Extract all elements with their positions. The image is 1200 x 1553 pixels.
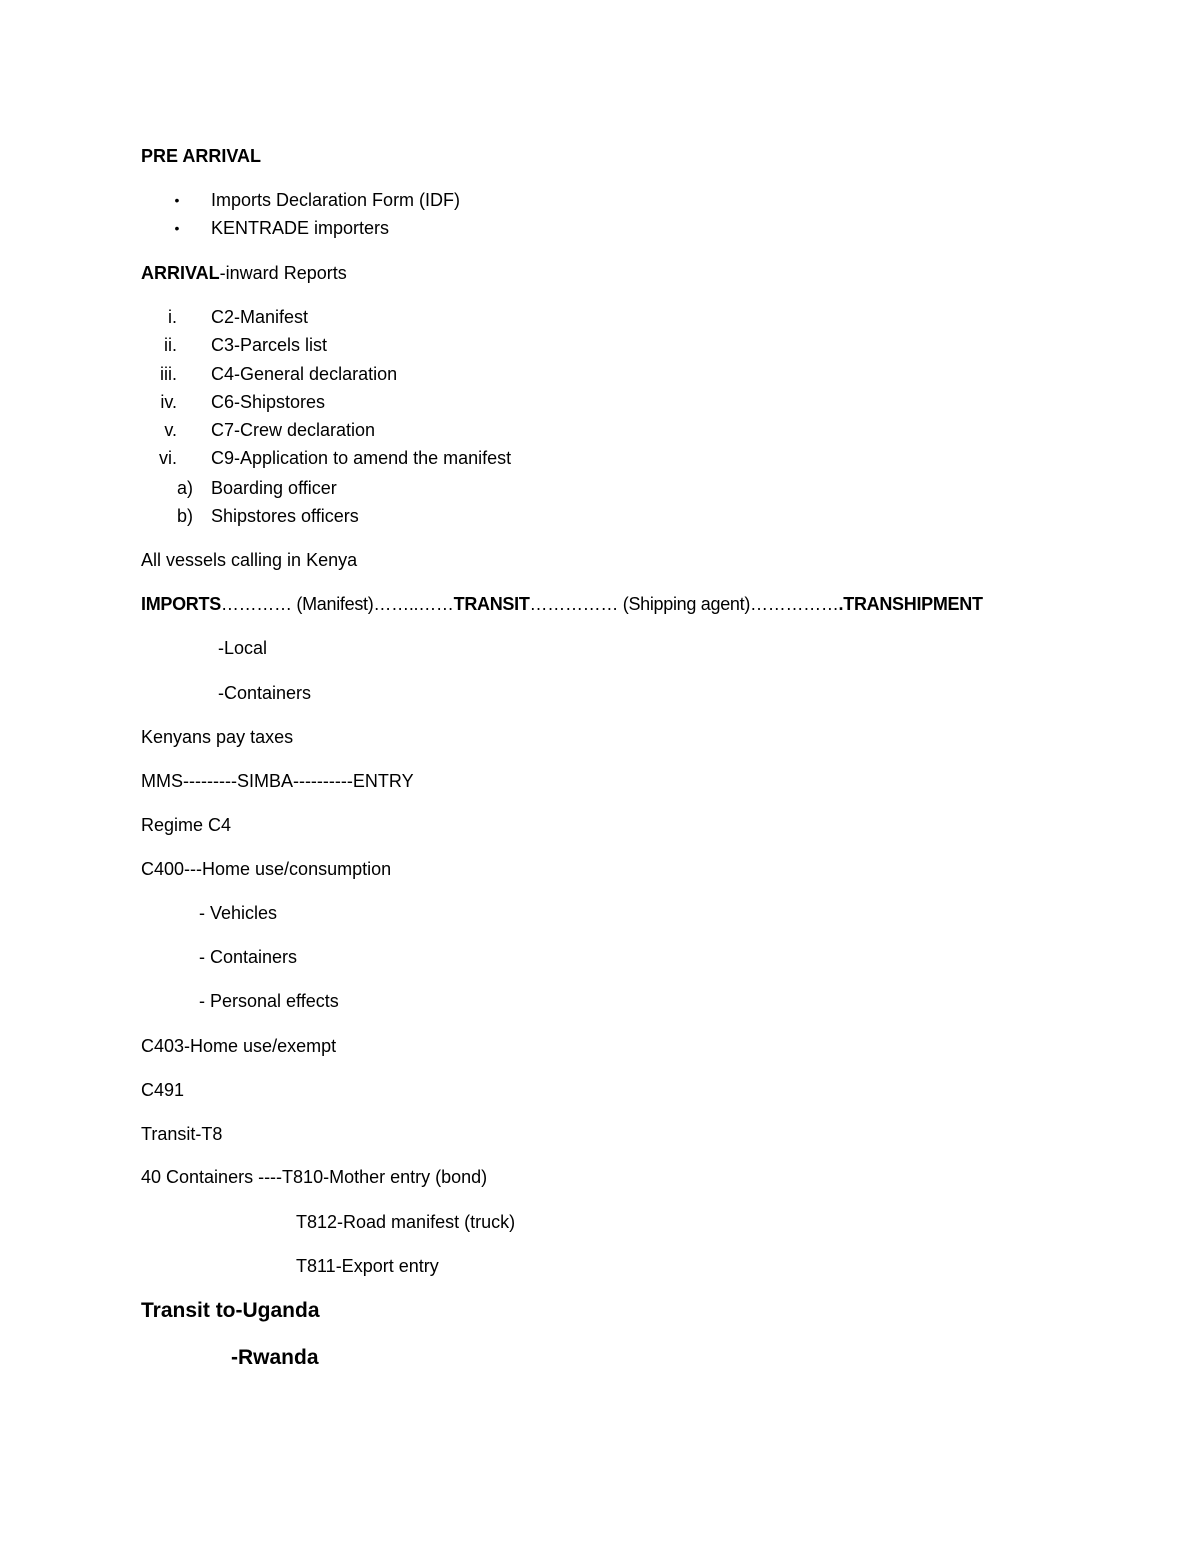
t811-line: T811-Export entry	[296, 1256, 439, 1276]
list-item-text: C4-General declaration	[211, 364, 398, 384]
c400-item-personal-effects: - Personal effects	[199, 991, 339, 1011]
pre-arrival-heading: PRE ARRIVAL	[141, 146, 262, 166]
transit-uganda-line: Transit to-Uganda	[141, 1299, 320, 1322]
c400-item-containers: - Containers	[199, 947, 298, 967]
containers-line: -Containers	[218, 683, 312, 703]
transit-label: TRANSIT	[453, 594, 530, 614]
list-marker: ii.	[164, 335, 177, 355]
kenyans-line: Kenyans pay taxes	[141, 727, 294, 747]
list-marker: vi.	[159, 448, 177, 468]
local-line: -Local	[218, 638, 268, 658]
list-item-text: C6-Shipstores	[211, 392, 326, 412]
c400-item-vehicles: - Vehicles	[199, 903, 278, 923]
arrival-heading	[141, 262, 347, 284]
transit-t8-line: Transit-T8	[141, 1124, 223, 1144]
vessels-line: All vessels calling in Kenya	[141, 550, 358, 570]
rwanda-line: -Rwanda	[231, 1346, 319, 1369]
flow-separator: ………… (Manifest)……..……	[220, 594, 454, 614]
list-item-text: Imports Declaration Form (IDF)	[211, 190, 461, 210]
c491-line: C491	[141, 1080, 185, 1100]
arrival-heading-bold: ARRIVAL	[141, 263, 220, 283]
t810-line: 40 Containers ----T810-Mother entry (bond)	[141, 1167, 488, 1187]
list-marker: iii.	[160, 364, 177, 384]
regime-line: Regime C4	[141, 815, 232, 835]
bullet-icon: •	[174, 220, 180, 236]
imports-flow-line	[141, 593, 983, 615]
list-item-text: Boarding officer	[211, 478, 337, 498]
list-marker: iv.	[160, 392, 177, 412]
list-marker: a)	[176, 478, 193, 498]
list-marker: v.	[164, 420, 177, 440]
list-marker: b)	[176, 506, 193, 526]
list-item-text: C7-Crew declaration	[211, 420, 376, 440]
bullet-icon: •	[174, 192, 180, 208]
arrival-heading-rest: -inward Reports	[219, 263, 347, 283]
list-item-text: C9-Application to amend the manifest	[211, 448, 512, 468]
mms-line: MMS---------SIMBA----------ENTRY	[141, 771, 414, 791]
t812-line: T812-Road manifest (truck)	[296, 1212, 516, 1232]
list-item-text: C3-Parcels list	[211, 335, 328, 355]
transhipment-label: .TRANSHIPMENT	[838, 594, 983, 614]
list-item-text: C2-Manifest	[211, 307, 309, 327]
list-marker: i.	[168, 307, 177, 327]
imports-label: IMPORTS	[141, 594, 221, 614]
list-item-text: KENTRADE importers	[211, 218, 390, 238]
flow-separator: …………… (Shipping agent)……………	[529, 594, 839, 614]
list-item-text: Shipstores officers	[211, 506, 359, 526]
c403-line: C403-Home use/exempt	[141, 1036, 337, 1056]
c400-line: C400---Home use/consumption	[141, 859, 392, 879]
